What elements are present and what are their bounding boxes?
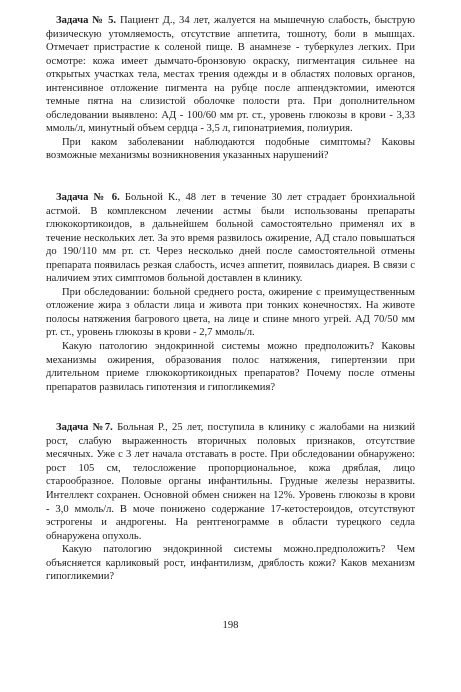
task-5-label: Задача № 5. <box>56 15 117 26</box>
task-7-question: Какую патологию эндокринной системы можно.предположить? Чем объясняется карликовый рост, инфантилизм, дряблость кожи? Каков механизм гипогликемии? <box>46 544 415 583</box>
task-5-question: При каком заболевании наблюдаются подобные симптомы? Каковы возможные механизмы возникновения указанных нарушений? <box>46 136 415 162</box>
task-7-label: Задача №7. <box>56 422 113 434</box>
task-5-text-1: Пациент Д., 34 лет, жалуется на мышечную слабость, быструю физическую утомляемость, отсутствие аппетита, тошноту, боли в мышцах. Отмечает пристрастие к соленой пище. В анамнезе - туберкулез легких. При осмотре: кожа имеет дымчато-бронзовую окраску, пигментация сильнее на открытых участках тела, местах трения одежды и в областях половых органов, интенсивное отложение пигмента на рубце после аппендэктомии, имеются темные пятна на слизистой оболочке полости рта. При дополнительном обследовании выявлено: АД - 100/60 мм рт. ст., уровень глюкозы в крови - 3,33 ммоль/л, минутный объем сердца - 3,5 л, гипонатриемия, полиурия. <box>46 15 415 135</box>
task-7-text-1: Больная Р., 25 лет, поступила в клинику с жалобами на низкий рост, слабую выраженность вторичных половых признаков, отсутствие месячных. Уже с 3 лет начала отставать в росте. При обследовании обнаружено: рост 105 см, телосложение пропорциональное, кожа дряблая, лицо старообразное. Половые органы инфантильны. Грудные железы неразвиты. Интеллект сохранен. Основной обмен снижен на 12%. Уровень глюкозы в крови - 3,0 ммоль/л. В моче понижено содержание 17-кетостероидов, отсутствуют эстрогены и андрогены. На рентгенограмме в области турецкого седла обнаружена опухоль. <box>46 422 415 542</box>
page-number: 198 <box>222 620 239 631</box>
task-7 <box>46 421 415 584</box>
task-6-text-1: Больной К., 48 лет в течение 30 лет страдает бронхиальной астмой. В комплексном лечении астмы были использованы препараты глюкокортикоидов, в дальнейшем больной самостоятельно применял их в течение нескольких лет. За это время развилось ожирение, АД стало повышаться до 190/110 мм рт. ст. Через несколько дней после самостоятельной отмены препарата появилась резкая слабость, исчез аппетит, появилась диарея. В связи с наличием этих симптомов больной доставлен в клинику. <box>46 192 416 285</box>
task-6 <box>46 191 415 394</box>
page-body <box>46 14 415 584</box>
task-5-paragraph-1 <box>46 14 415 136</box>
task-6-question: Какую патологию эндокринной системы можно предположить? Каковы механизмы ожирения, образования полос натяжения, гипертензии при длительном приеме глюкокортикоидных препаратов? Почему после отмены препаратов развилась гипотензия и гипогликемия? <box>46 341 415 393</box>
task-5 <box>46 14 415 163</box>
task-6-paragraph-1 <box>46 191 415 286</box>
task-7-paragraph-1 <box>46 421 415 543</box>
task-6-label: Задача № 6. <box>56 192 120 204</box>
task-6-examination: При обследовании: больной среднего роста, ожирение с преимущественным отложение жира з области лица и живота при тонких конечностях. На животе полосы натяжения багрового цвета, на лице и спине много угрей. АД 70/50 мм рт. ст., уровень глюкозы в крови - 2,7 ммоль/л. <box>46 286 415 339</box>
